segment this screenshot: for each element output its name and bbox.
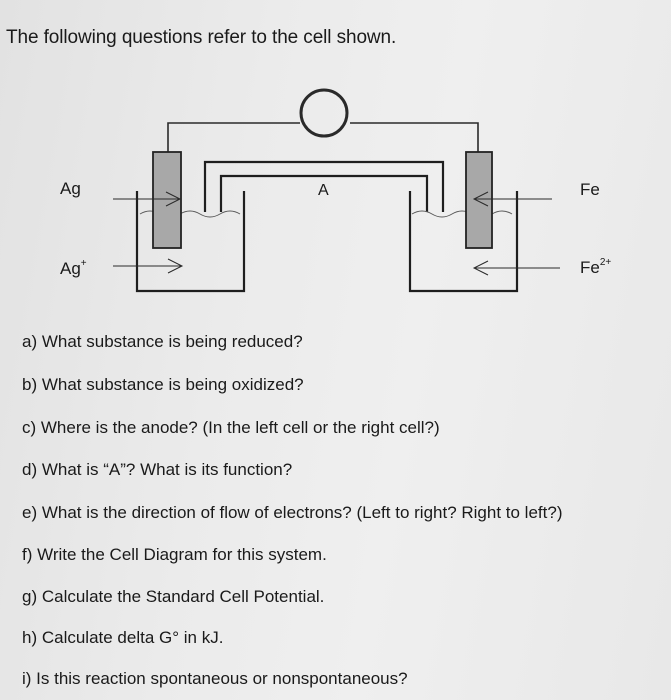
question-item: h) Calculate delta G° in kJ. [22,628,224,647]
wire [168,123,300,152]
fe-ion-label [580,257,611,277]
fe-ion-charge: 2+ [599,257,612,268]
question-item: c) Where is the anode? (In the left cell or the right cell?) [22,418,440,437]
salt-bridge-label: A [318,182,329,199]
right-solution-surface [412,211,512,217]
voltmeter [301,90,347,136]
question-item: d) What is “A”? What is its function? [22,460,293,479]
question-item: a) What substance is being reduced? [22,332,303,351]
fe-electrode [466,152,492,248]
wire [350,123,478,152]
fe-electrode-label: Fe [580,180,600,199]
ag-electrode-label: Ag [60,179,81,198]
ag-electrode [153,152,181,248]
ag-ion-label [60,258,87,278]
question-item: e) What is the direction of flow of electrons? (Left to right? Right to left?) [22,503,563,522]
ag-ion-charge: + [80,258,87,269]
question-item: b) What substance is being oxidized? [22,375,304,394]
ag-ion-base: Ag [60,259,81,278]
question-item: g) Calculate the Standard Cell Potential. [22,587,325,606]
external-circuit [168,123,478,152]
electrochemical-cell-diagram [0,0,671,330]
page-title: The following questions refer to the cell shown. [6,27,397,48]
question-item: f) Write the Cell Diagram for this system. [22,545,327,564]
question-item: i) Is this reaction spontaneous or nonspontaneous? [22,669,408,688]
fe-ion-base: Fe [580,258,600,277]
